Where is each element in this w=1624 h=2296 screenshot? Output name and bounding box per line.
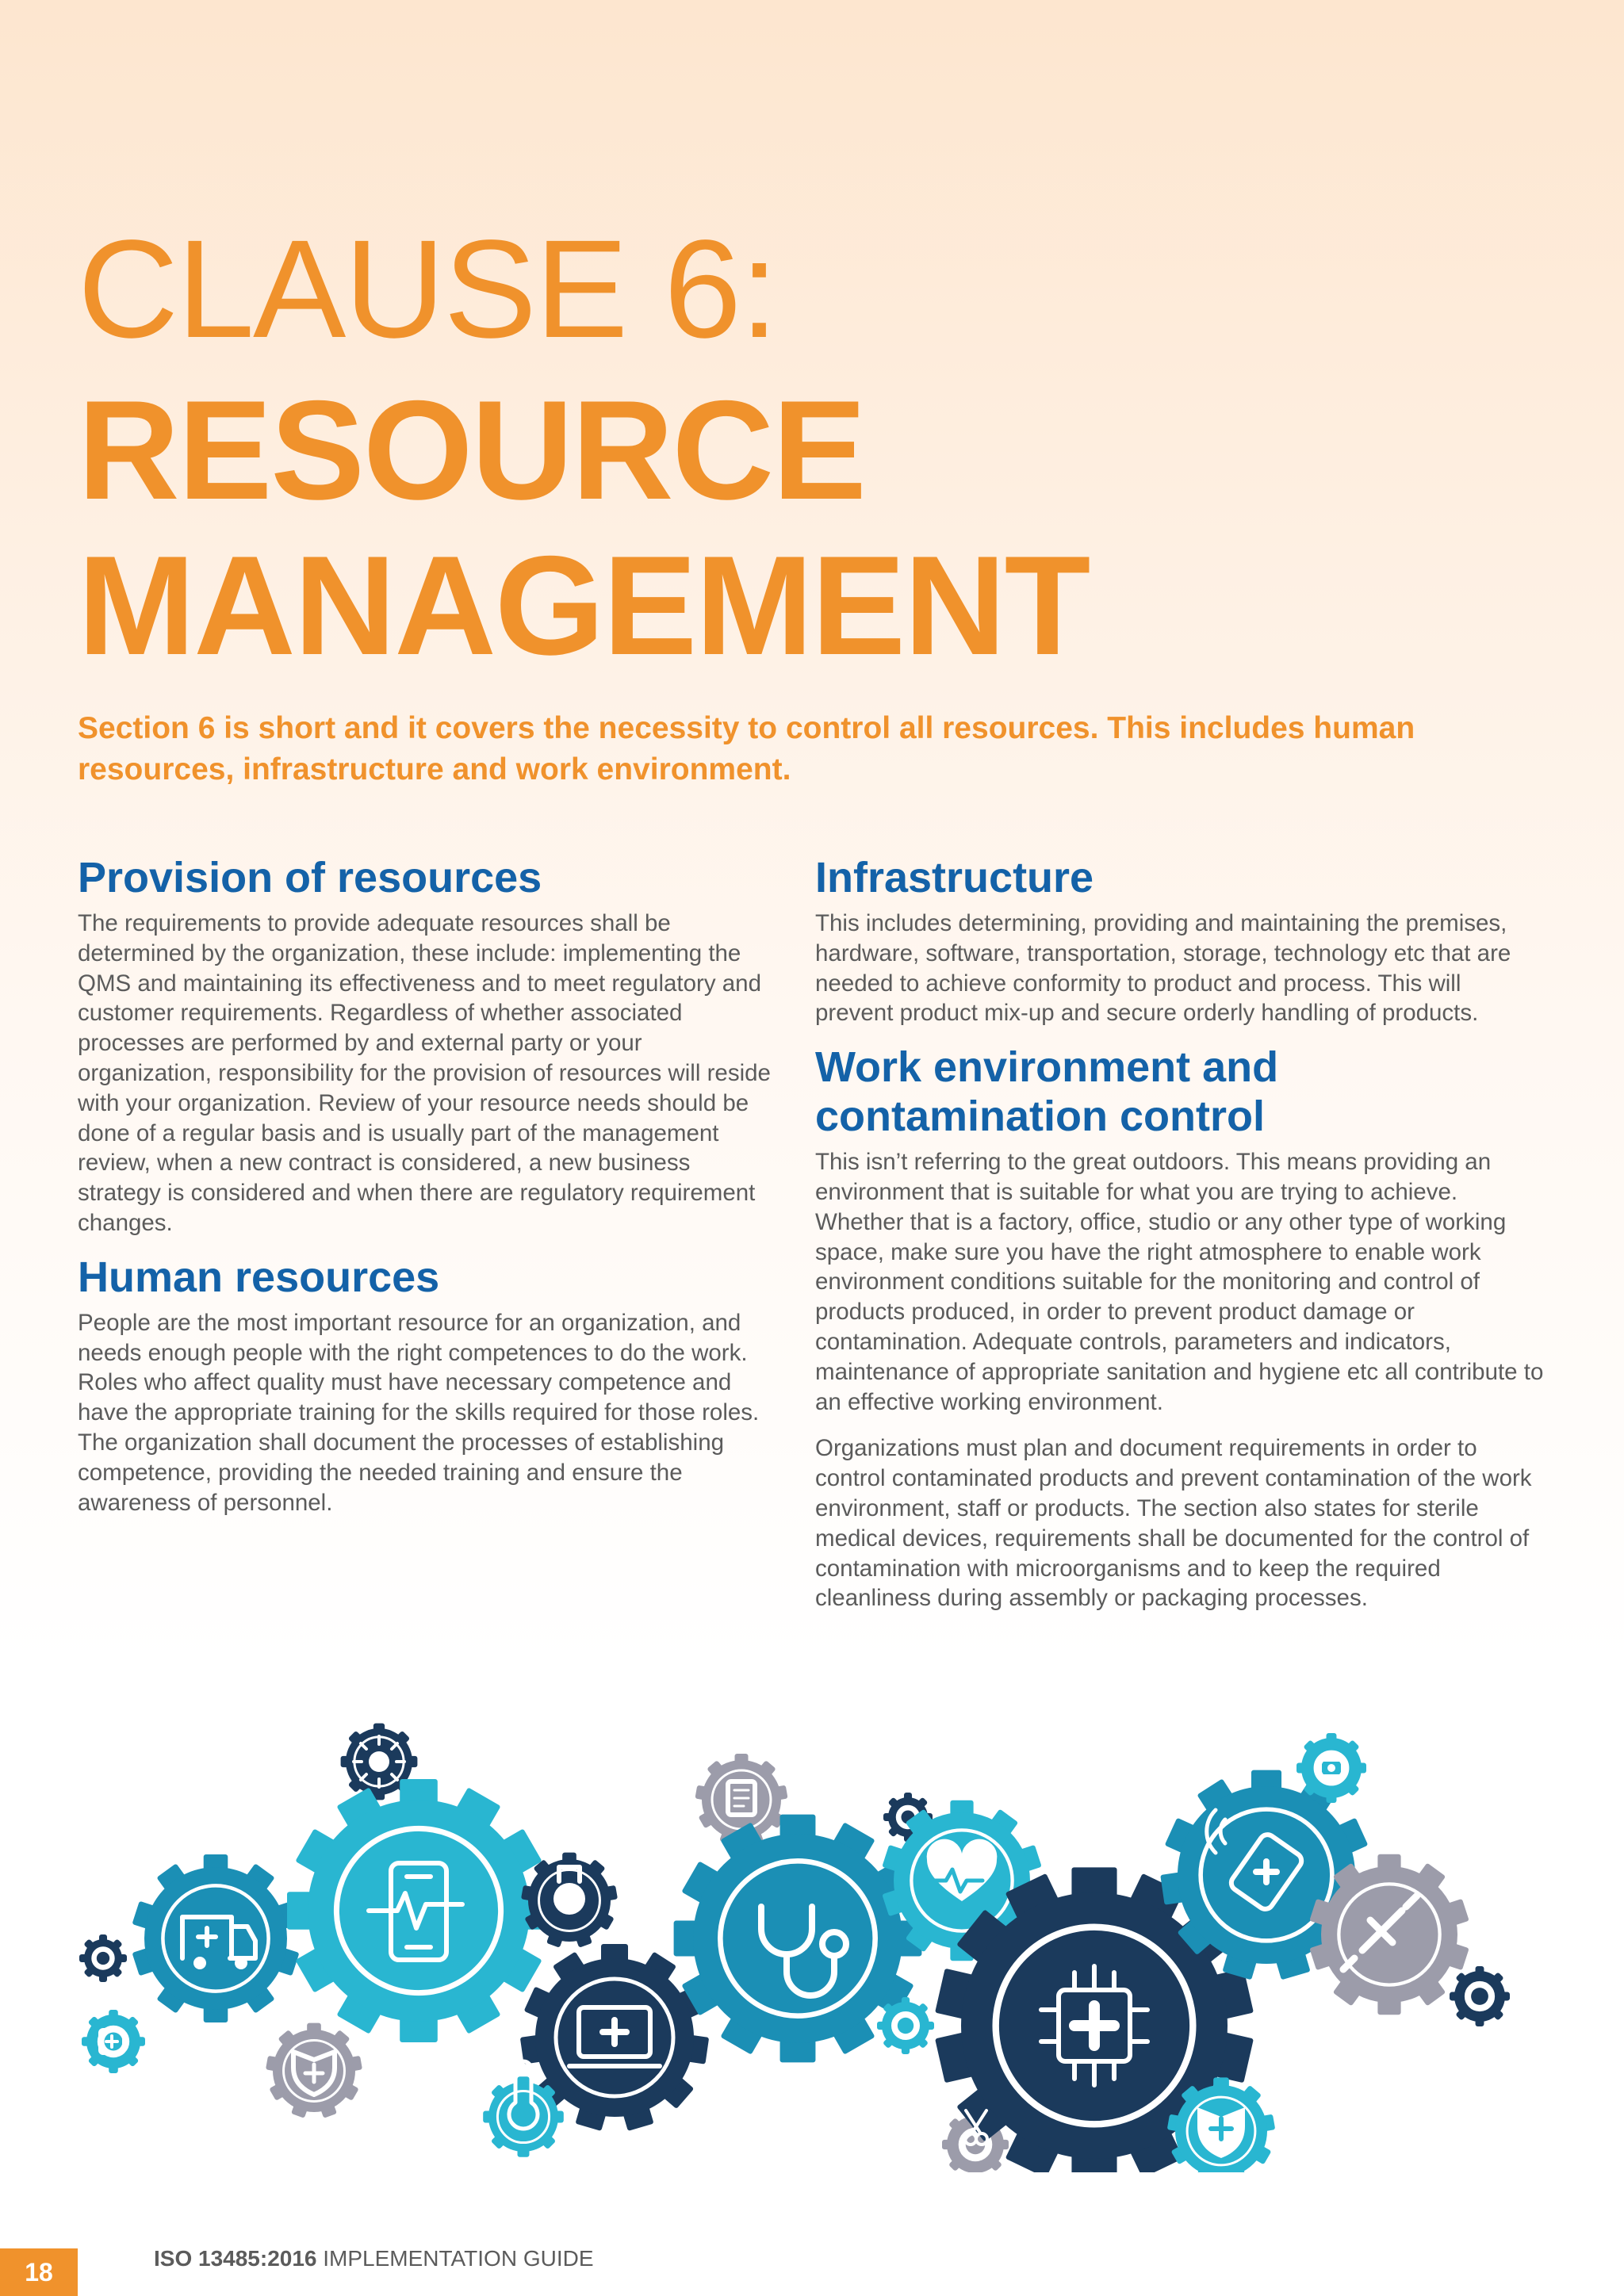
footer-doc-title	[154, 2244, 594, 2273]
gear-cyan	[877, 1997, 934, 2054]
gear-navy	[1450, 1966, 1510, 2026]
human-resources-body: People are the most important resource for an organization, and needs enough people with the right competences to do the work. Roles who affect quality must have necessary competence and have the appropriate training for the skills required for those roles. The organization shall document the processes of establishing competence, providing the needed training and ensure the awareness of personnel.	[78, 1309, 760, 1516]
right-column	[815, 853, 1545, 1613]
infrastructure-heading: Infrastructure	[815, 854, 1094, 901]
work-environment-heading	[815, 1043, 1545, 1141]
provision-body: The requirements to provide adequate resources shall be determined by the organization, these include: implementing the QMS and maintaining its effectiveness and to meet regulatory and customer requirements. Regardless of whether associated processes are performed by and external party or your organization, responsibility for the provision of resources will reside with your organization. Review of your resource needs should be done of a regular basis and is usually part of the management review, when a new contract is considered, a new business strategy is considered and when there are regulatory requirement changes.	[78, 910, 771, 1236]
gear-cyan	[483, 2076, 564, 2157]
footer-doc-subtitle: IMPLEMENTATION GUIDE	[316, 2246, 594, 2271]
work-environment-heading-line1: Work environment and	[815, 1043, 1279, 1092]
page-number: 18	[0, 2248, 78, 2296]
footer-doc-standard: ISO 13485:2016	[154, 2246, 317, 2271]
gear-navy	[79, 1934, 127, 1982]
gear-cyan	[287, 1779, 550, 2042]
medical-gears-illustration	[0, 1697, 1624, 2172]
provision-heading: Provision of resources	[78, 854, 542, 901]
work-environment-body-1: This isn’t referring to the great outdoors. This means providing an environment that is suitable for what you are trying to achieve. Whether that is a factory, office, studio or any other type of working space, make sure you have the right atmosphere to enable work environment conditions suitable for the monitoring and control of products produced, in order to prevent product damage or contamination. Adequate controls, parameters and indicators, maintenance of appropriate sanitation and hygiene etc all contribute to an effective working environment.	[815, 1149, 1544, 1415]
intro-text: Section 6 is short and it covers the necessity to control all resources. This includes human resources, infrastructure and work environment.	[78, 711, 1415, 786]
human-resources-heading: Human resources	[78, 1253, 440, 1301]
page-title-main	[78, 373, 1089, 683]
page-title-line-resource: RESOURCE	[78, 371, 865, 529]
page-title-line-management: MANAGEMENT	[78, 526, 1090, 684]
work-environment-body-2: Organizations must plan and document requirements in order to control contaminated products and prevent contamination of the work environment, staff or products. The section also states for sterile medical devices, requirements shall be documented for the control of contamination with microorganisms and to keep the required cleanliness during assembly or packaging processes.	[815, 1435, 1532, 1612]
page-title-clause: CLAUSE 6:	[78, 212, 777, 367]
infrastructure-body: This includes determining, providing and maintaining the premises, hardware, software, transportation, storage, technology etc that are needed to achieve conformity to product and process. This will prevent product mix-up and secure orderly handling of products.	[815, 910, 1511, 1027]
left-column	[78, 853, 776, 1517]
virus-icon	[354, 1736, 404, 1787]
work-environment-heading-line2: contamination control	[815, 1093, 1265, 1141]
